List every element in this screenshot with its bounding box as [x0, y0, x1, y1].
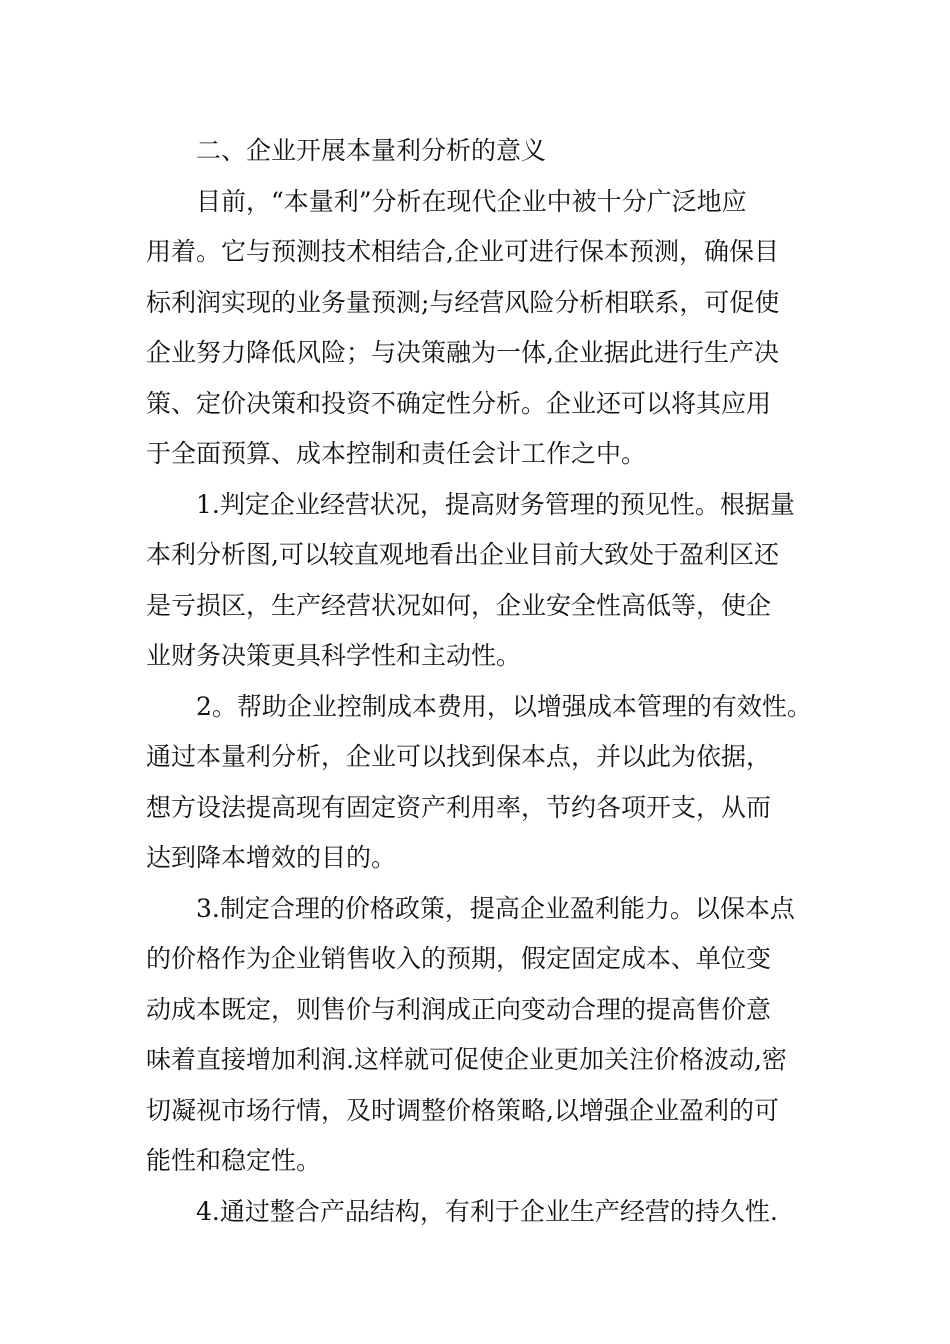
paragraph-line: 4.通过整合产品结构，有利于企业生产经营的持久性. [196, 1196, 778, 1226]
paragraph-line: 策、定价决策和投资不确定性分析。企业还可以将其应用 [146, 388, 772, 418]
paragraph-line: 通过本量利分析，企业可以找到保本点，并以此为依据， [146, 742, 772, 771]
paragraph-line: 业财务决策更具科学性和主动性。 [146, 641, 522, 670]
paragraph-line: 用着。它与预测技术相结合,企业可进行保本预测，确保目 [146, 237, 779, 266]
paragraph-line: 想方设法提高现有固定资产利用率，节约各项开支，从而 [146, 792, 772, 822]
paragraph-point-3 [146, 884, 808, 1187]
paragraph-line: 目前，“本量利”分析在现代企业中被十分广泛地应 [196, 186, 747, 216]
paragraph-line: 本利分析图,可以较直观地看出企业目前大致处于盈利区还 [146, 540, 779, 569]
paragraph-point-4 [146, 1187, 808, 1238]
paragraph-point-2 [146, 682, 812, 884]
paragraph-line: 味着直接增加利润.这样就可促使企业更加关注价格波动,密 [146, 1045, 787, 1074]
paragraph-line: 能性和稳定性。 [146, 1146, 322, 1175]
paragraph-line: 于全面预算、成本控制和责任会计工作之中。 [146, 439, 647, 468]
section-heading: 二、企业开展本量利分析的意义 [196, 136, 547, 165]
paragraph-line: 企业努力降低风险；与决策融为一体,企业据此进行生产决 [146, 338, 779, 367]
paragraph-line: 2。帮助企业控制成本费用，以增强成本管理的有效性。 [196, 691, 812, 721]
paragraph-line: 的价格作为企业销售收入的预期，假定固定成本、单位变 [146, 944, 772, 973]
paragraph-line: 标利润实现的业务量预测;与经营风险分析相联系，可促使 [146, 287, 780, 317]
paragraph-intro [146, 177, 808, 480]
paragraph-line: 动成本既定，则售价与利润成正向变动合理的提高售价意 [146, 994, 772, 1024]
paragraph-point-1 [146, 480, 808, 682]
paragraph-line: 是亏损区，生产经营状况如何，企业安全性高低等，使企 [146, 590, 772, 620]
paragraph-line: 切凝视市场行情，及时调整价格策略,以增强企业盈利的可 [146, 1095, 779, 1125]
paragraph-line: 3.制定合理的价格政策，提高企业盈利能力。以保本点 [196, 893, 795, 923]
paragraph-line: 1.判定企业经营状况，提高财务管理的预见性。根据量 [196, 489, 795, 519]
document-body [146, 126, 812, 1237]
paragraph-line: 达到降本增效的目的。 [146, 843, 397, 872]
